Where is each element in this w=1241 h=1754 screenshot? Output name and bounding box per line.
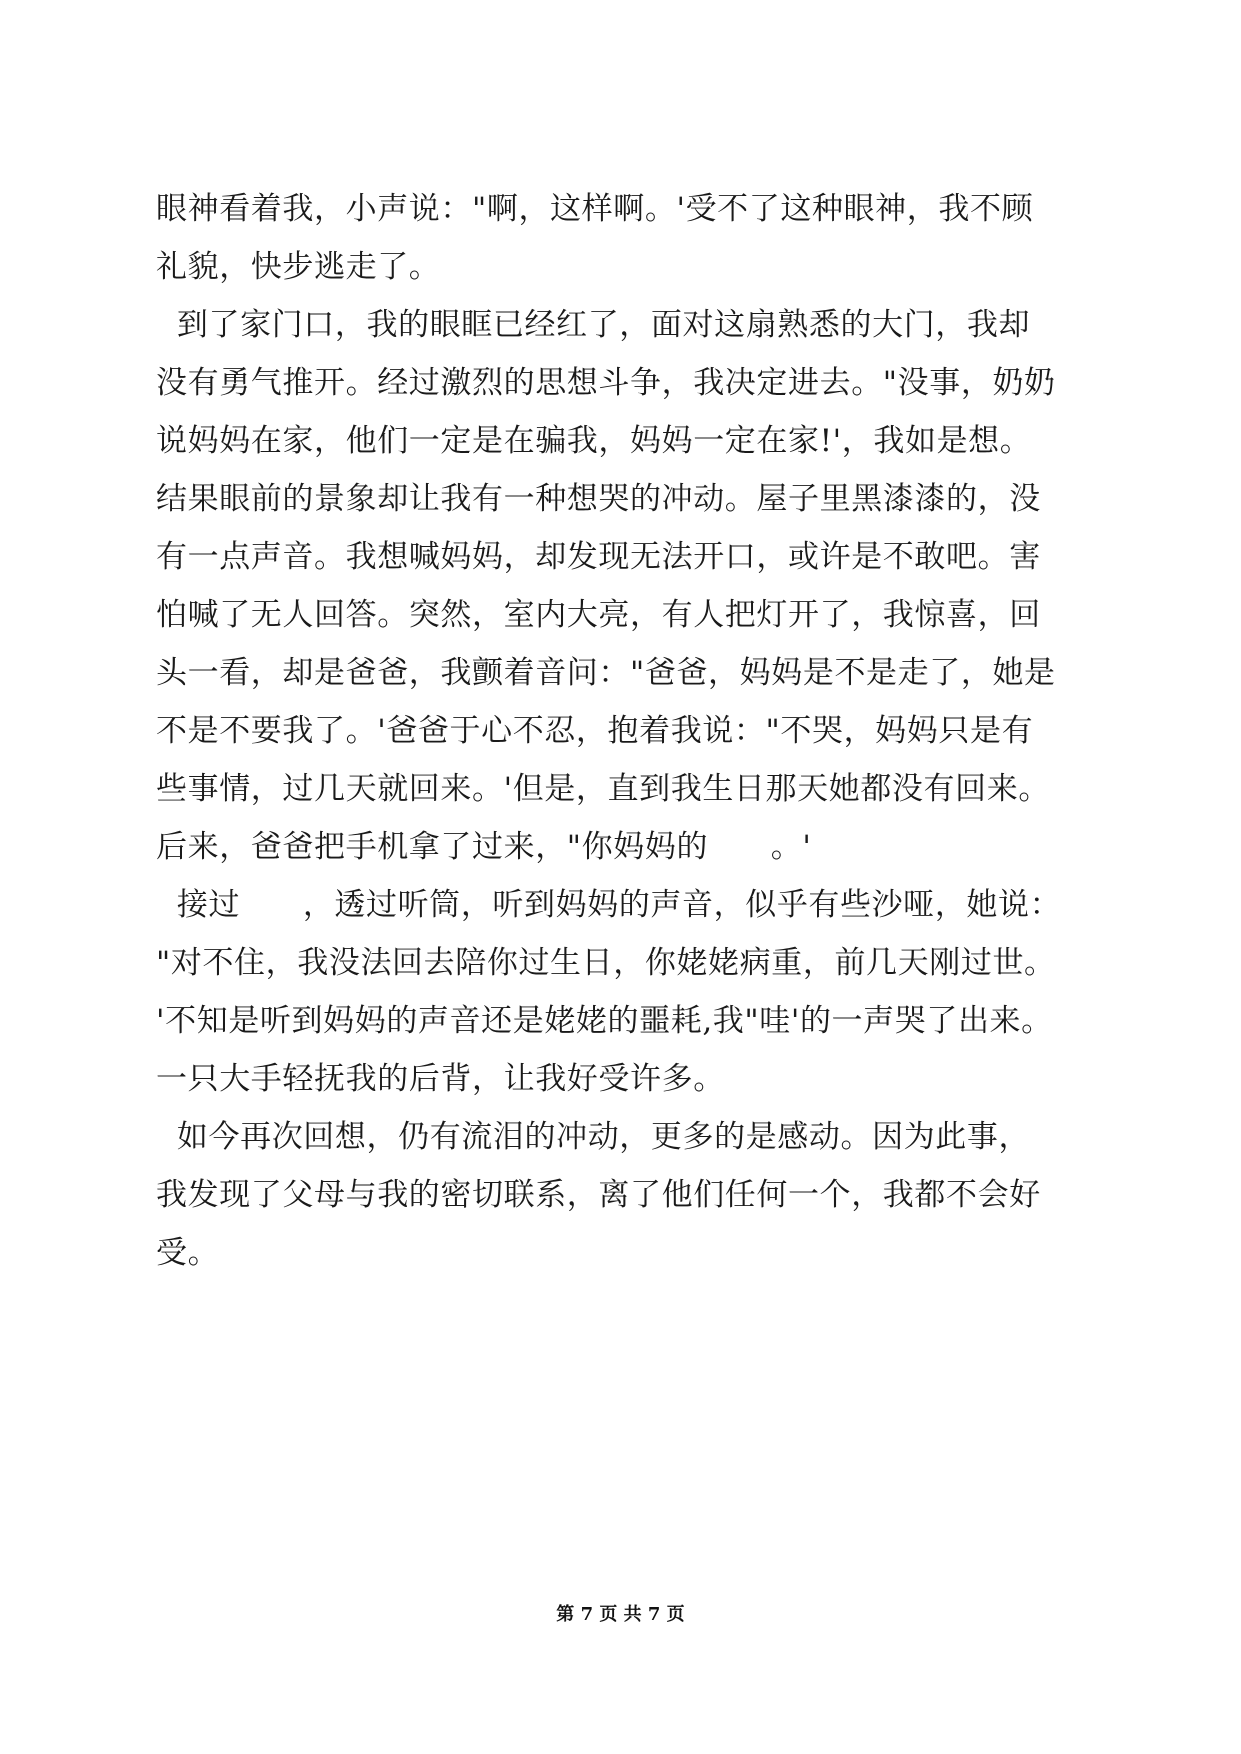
text-line: 有一点声音。我想喊妈妈，却发现无法开口，或许是不敢吧。害 [156, 539, 1041, 575]
text-line: 些事情，过几天就回来。'但是，直到我生日那天她都没有回来。 [156, 771, 1050, 807]
text-line: 一只大手轻抚我的后背，让我好受许多。 [156, 1061, 725, 1097]
text-line: "对不住，我没法回去陪你过生日，你姥姥病重，前几天刚过世。 [156, 945, 1056, 981]
text-line: 接过 ，透过听筒，听到妈妈的声音，似乎有些沙哑，她说： [156, 887, 1062, 923]
text-line: 怕喊了无人回答。突然，室内大亮，有人把灯开了，我惊喜，回 [156, 597, 1041, 633]
text-line: 如今再次回想，仍有流泪的冲动，更多的是感动。因为此事， [156, 1119, 1031, 1155]
page-number-footer: 第 7 页 共 7 页 [556, 1604, 685, 1625]
text-line: 结果眼前的景象却让我有一种想哭的冲动。屋子里黑漆漆的，没 [156, 481, 1041, 517]
text-line: 到了家门口，我的眼眶已经红了，面对这扇熟悉的大门，我却 [156, 307, 1031, 343]
text-line: 眼神看着我，小声说："啊，这样啊。'受不了这种眼神，我不顾 [156, 191, 1034, 227]
text-line: 不是不要我了。'爸爸于心不忍，抱着我说："不哭，妈妈只是有 [156, 713, 1034, 749]
text-line: 后来，爸爸把手机拿了过来，"你妈妈的 。' [156, 829, 812, 865]
text-line: 礼貌，快步逃走了。 [156, 249, 441, 285]
text-line: 我发现了父母与我的密切联系，离了他们任何一个，我都不会好 [156, 1177, 1041, 1213]
text-line: '不知是听到妈妈的声音还是姥姥的噩耗,我"哇'的一声哭了出来。 [156, 1003, 1053, 1039]
text-line: 受。 [156, 1235, 220, 1271]
body-text [156, 180, 1096, 1282]
text-line: 头一看，却是爸爸，我颤着音问："爸爸，妈妈是不是走了，她是 [156, 655, 1056, 691]
text-line: 说妈妈在家，他们一定是在骗我，妈妈一定在家!'，我如是想。 [156, 423, 1032, 459]
text-line: 没有勇气推开。经过激烈的思想斗争，我决定进去。"没事，奶奶 [156, 365, 1056, 401]
